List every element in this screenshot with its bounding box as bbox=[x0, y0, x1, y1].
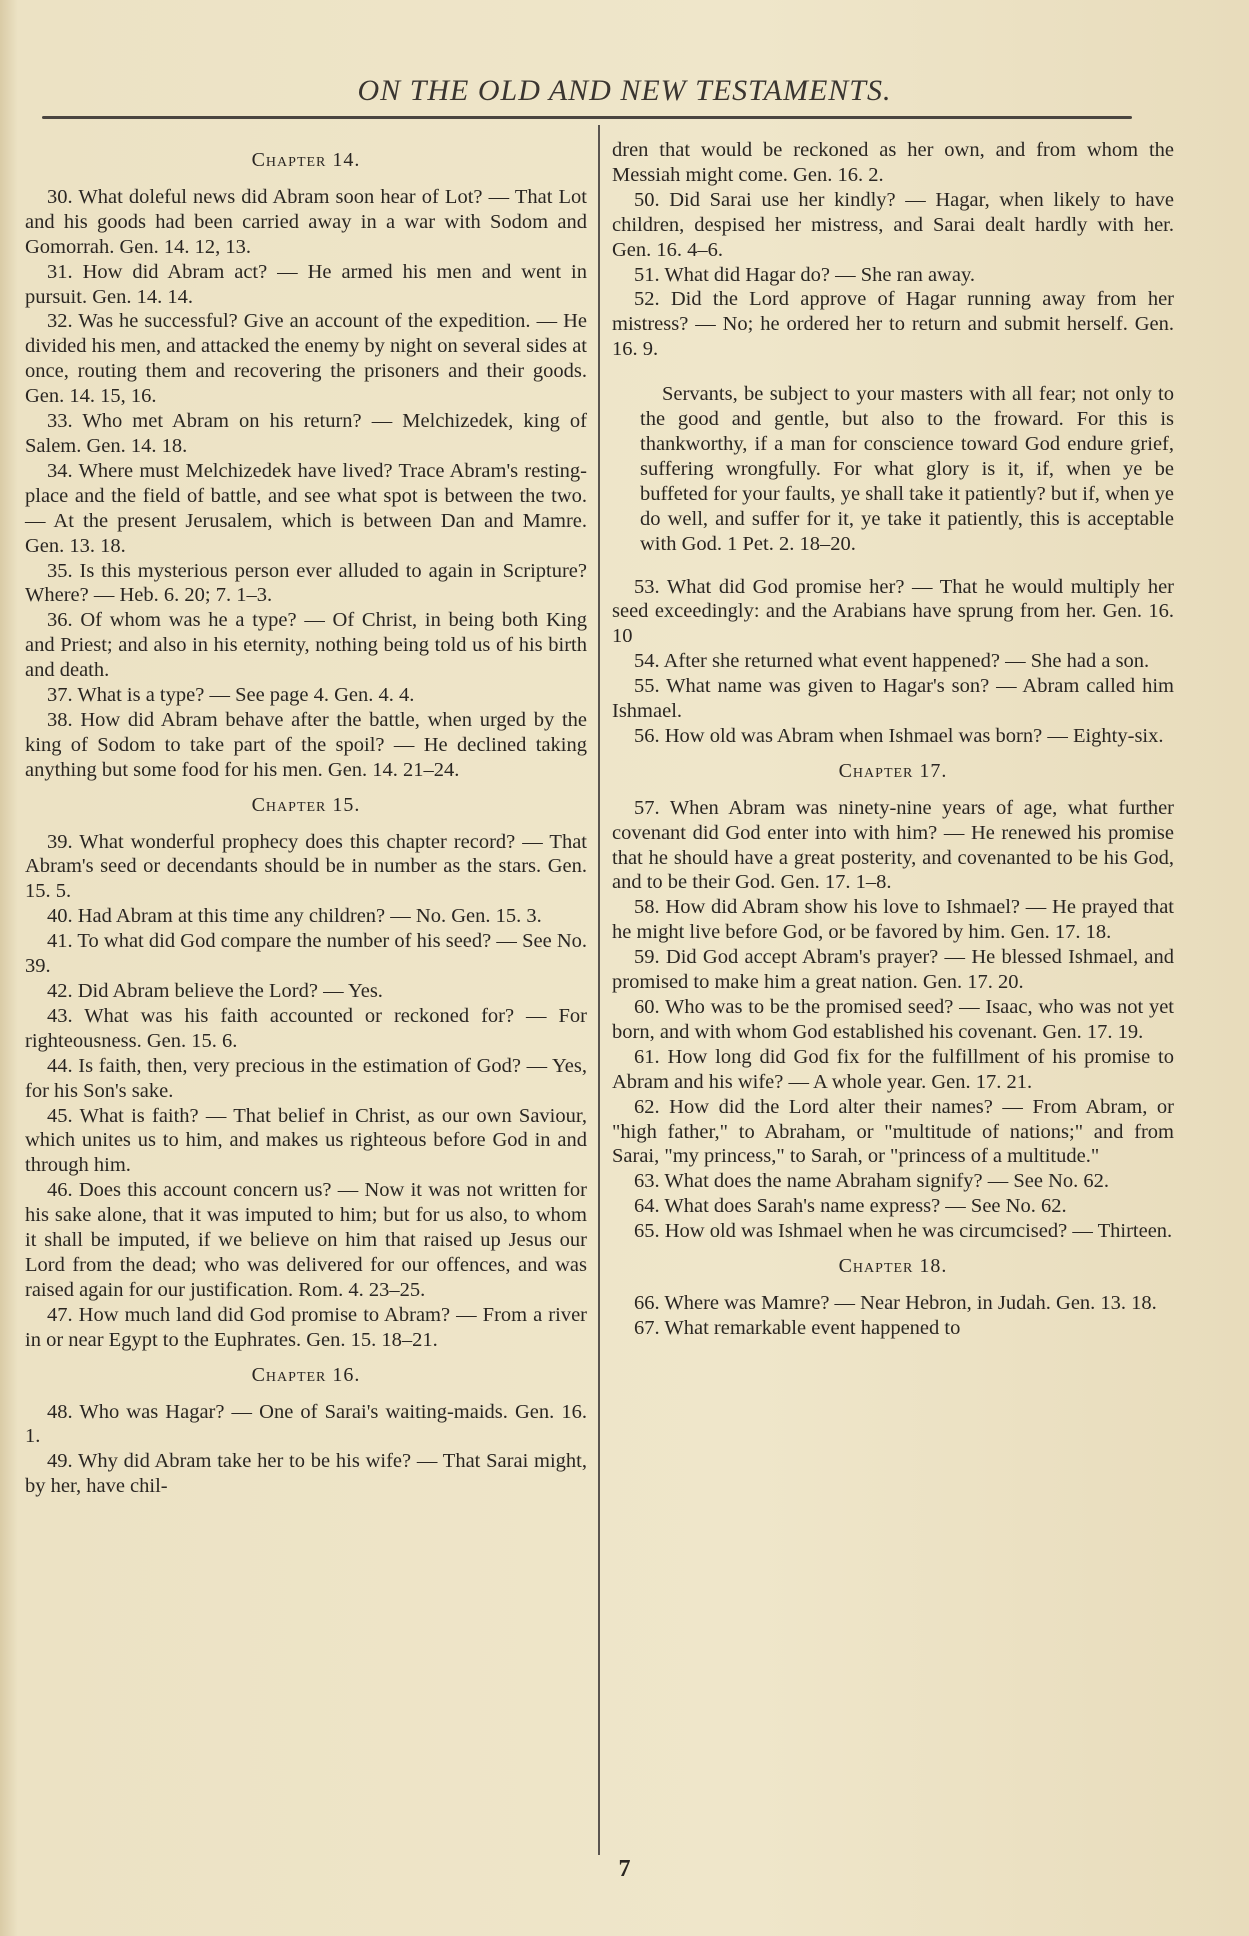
right-column bbox=[612, 138, 1174, 1341]
question-49: 49. Why did Abram take her to be his wife? — That Sarai might, by her, have chil- bbox=[25, 1450, 587, 1498]
question-56: 56. How old was Abram when Ishmael was born? — Eighty-six. bbox=[634, 724, 1164, 747]
question-54: 54. After she returned what event happened? — She had a son. bbox=[634, 650, 1150, 673]
question-41: 41. To what did God compare the number of his seed? — See No. 39. bbox=[25, 930, 587, 978]
chapter-heading: Chapter 17. bbox=[838, 759, 948, 782]
chapter-heading: Chapter 14. bbox=[251, 149, 361, 171]
question-65: 65. How old was Ishmael when he was circumcised? — Thirteen. bbox=[634, 1220, 1173, 1243]
question-55: 55. What name was given to Hagar's son? — Abram called him Ishmael. bbox=[612, 675, 1174, 723]
column-divider bbox=[598, 125, 600, 1855]
question-31: 31. How did Abram act? — He armed his men and went in pursuit. Gen. 14. 14. bbox=[25, 260, 587, 308]
question-62: 62. How did the Lord alter their names? — From Abram, or "high father," to Abraham, or "multitude of nations;" and from Sarai, "my princess," to Sarah, or "princess of a multitude." bbox=[612, 1095, 1174, 1168]
header-rule bbox=[42, 116, 1132, 119]
chapter-heading: Chapter 16. bbox=[251, 1363, 361, 1386]
question-53: 53. What did God promise her? — That he would multiply her seed exceedingly: and the Arabians have sprung from her. Gen. 16. 10 bbox=[612, 575, 1174, 648]
question-38: 38. How did Abram behave after the battle, when urged by the king of Sodom to take part of the spoil? — He declined taking anything but some food for his men. Gen. 14. 21–24. bbox=[25, 708, 587, 781]
question-46: 46. Does this account concern us? — Now it was not written for his sake alone, that it was imputed to him; but for us also, to whom it shall be imputed, if we believe on him that raised up Jesus our Lord from the dead; who was delivered for our offences, and was raised again for our justification. Rom. 4. 23–25. bbox=[25, 1179, 587, 1301]
question-66: 66. Where was Mamre? — Near Hebron, in Judah. Gen. 13. 18. bbox=[634, 1291, 1157, 1314]
question-33: 33. Who met Abram on his return? — Melchizedek, king of Salem. Gen. 14. 18. bbox=[25, 410, 587, 457]
question-42: 42. Did Abram believe the Lord? — Yes. bbox=[47, 980, 383, 1002]
left-column bbox=[25, 138, 587, 1499]
page-number: 7 bbox=[618, 1856, 631, 1882]
question-49-continued: dren that would be reckoned as her own, and from whom the Messiah might come. Gen. 16. 2. bbox=[612, 139, 1174, 186]
question-30: 30. What doleful news did Abram soon hear of Lot? — That Lot and his goods had been carried away in a war with Sodom and Gomorrah. Gen. 14. 12, 13. bbox=[25, 185, 587, 258]
question-47: 47. How much land did God promise to Abram? — From a river in or near Egypt to the Euphrates. Gen. 15. 18–21. bbox=[25, 1303, 587, 1351]
question-39: 39. What wonderful prophecy does this chapter record? — That Abram's seed or decendants should be in number as the stars. Gen. 15. 5. bbox=[25, 830, 587, 903]
question-44: 44. Is faith, then, very precious in the estimation of God? — Yes, for his Son's sake. bbox=[25, 1054, 587, 1102]
question-58: 58. How did Abram show his love to Ishmael? — He prayed that he might live before God, or be favored by him. Gen. 17. 18. bbox=[612, 896, 1174, 944]
question-40: 40. Had Abram at this time any children? — No. Gen. 15. 3. bbox=[47, 905, 542, 928]
scripture-quote: Servants, be subject to your masters with all fear; not only to the good and gentle, but also to the froward. For this is thankworthy, if a man for conscience toward God endure grief, suffering wrongfully. For what glory is it, if, when ye be buffeted for your faults, ye shall take it patiently? but if, when ye do well, and suffer for it, ye take it patiently, this is acceptable with God. 1 Pet. 2. 18–20. bbox=[640, 383, 1174, 555]
question-32: 32. Was he successful? Give an account of the expedition. — He divided his men, and attacked the enemy by night on several sides at once, routing them and recovering the prisoners and their goods. Gen. 14. 15, 16. bbox=[25, 310, 587, 408]
question-45: 45. What is faith? — That belief in Christ, as our own Saviour, which unites us to him, and makes us righteous before God in and through him. bbox=[25, 1104, 587, 1177]
question-67: 67. What remarkable event happened to bbox=[634, 1316, 961, 1339]
running-header: ON THE OLD AND NEW TESTAMENTS. bbox=[357, 74, 892, 107]
question-43: 43. What was his faith accounted or reckoned for? — For righteousness. Gen. 15. 6. bbox=[25, 1004, 587, 1052]
question-61: 61. How long did God fix for the fulfillment of his promise to Abram and his wife? — A whole year. Gen. 17. 21. bbox=[612, 1045, 1174, 1093]
question-59: 59. Did God accept Abram's prayer? — He blessed Ishmael, and promised to make him a great nation. Gen. 17. 20. bbox=[612, 946, 1174, 994]
question-37: 37. What is a type? — See page 4. Gen. 4. 4. bbox=[47, 684, 415, 707]
chapter-heading: Chapter 18. bbox=[838, 1255, 948, 1278]
question-34: 34. Where must Melchizedek have lived? Trace Abram's resting-place and the field of battle, and see what spot is between the two. — At the present Jerusalem, which is between Dan and Mamre. Gen. 13. 18. bbox=[25, 459, 587, 557]
question-35: 35. Is this mysterious person ever alluded to again in Scripture? Where? — Heb. 6. 20; 7. 1–3. bbox=[25, 559, 587, 607]
question-48: 48. Who was Hagar? — One of Sarai's waiting-maids. Gen. 16. 1. bbox=[25, 1400, 587, 1448]
chapter-heading: Chapter 15. bbox=[251, 793, 361, 816]
question-50: 50. Did Sarai use her kindly? — Hagar, when likely to have children, despised her mistress, and Sarai dealt hardly with her. Gen. 16. 4–6. bbox=[612, 188, 1174, 261]
question-60: 60. Who was to be the promised seed? — Isaac, who was not yet born, and with whom God established his covenant. Gen. 17. 19. bbox=[612, 996, 1174, 1043]
question-63: 63. What does the name Abraham signify? — See No. 62. bbox=[634, 1170, 1110, 1193]
question-64: 64. What does Sarah's name express? — See No. 62. bbox=[634, 1195, 1067, 1218]
question-36: 36. Of whom was he a type? — Of Christ, in being both King and Priest; and also in his eternity, nothing being told us of his birth and death. bbox=[25, 609, 587, 682]
question-52: 52. Did the Lord approve of Hagar running away from her mistress? — No; he ordered her to return and submit herself. Gen. 16. 9. bbox=[612, 288, 1174, 361]
question-57: 57. When Abram was ninety-nine years of age, what further covenant did God enter into with him? — He renewed his promise that he should have a great posterity, and covenanted to be his God, and to be their God. Gen. 17. 1–8. bbox=[612, 796, 1174, 894]
question-51: 51. What did Hagar do? — She ran away. bbox=[634, 263, 975, 286]
